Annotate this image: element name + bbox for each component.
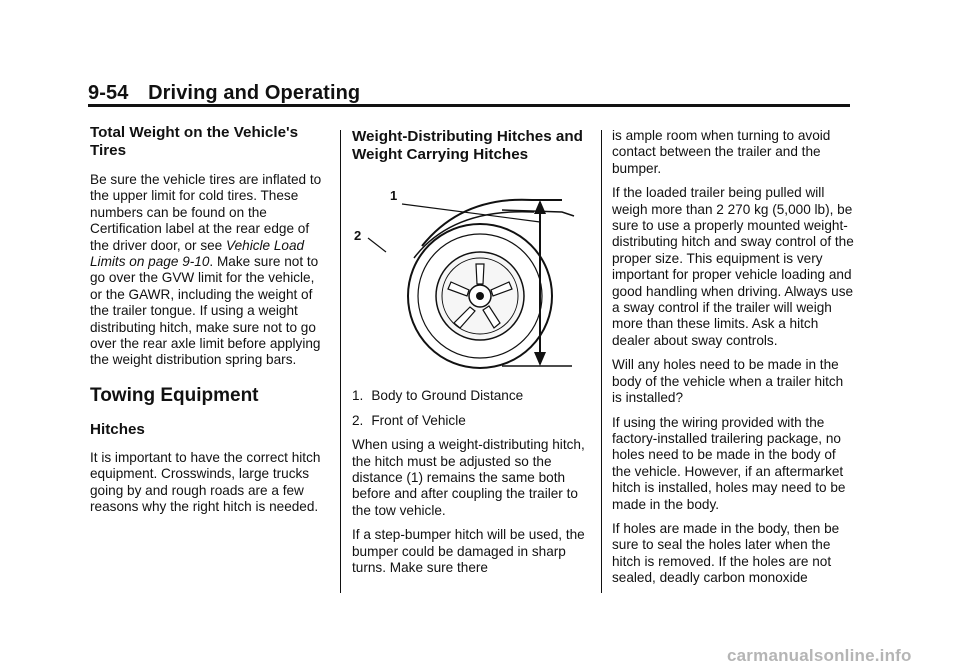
- step-bumper-paragraph: If a step-bumper hitch will be used, the bumper could be damaged in sharp turns. Make sure there: [352, 527, 585, 576]
- total-weight-paragraph: [90, 172, 330, 369]
- page-number: 9-54: [88, 82, 129, 104]
- figure-captions: [352, 388, 592, 429]
- hub-center: [476, 292, 484, 300]
- holes-question-paragraph: Will any holes need to be made in the body of the vehicle when a trailer hitch is installed?: [612, 357, 844, 406]
- callout-2-leader: [368, 238, 386, 252]
- vehicle-load-limits-reference: Vehicle Load Limits on page 9-10: [90, 237, 305, 270]
- column-2: [352, 128, 592, 584]
- column-3: [612, 128, 854, 595]
- header-rule: [88, 104, 850, 107]
- weight-distributing-paragraph: When using a weight-distributing hitch, the hitch must be adjusted so the distance (1) remains the same both before and after coupling the trailer to the tow vehicle.: [352, 437, 585, 518]
- caption-number: 1.: [352, 388, 364, 404]
- weight-distributing-heading: Weight-Distributing Hitches and Weight Carrying Hitches: [352, 128, 583, 163]
- hitches-paragraph: It is important to have the correct hitch equipment. Crosswinds, large trucks going by and rough roads are a few reasons why the right hitch is needed.: [90, 449, 321, 515]
- callout-1-label: 1: [390, 188, 398, 203]
- seal-holes-paragraph: If holes are made in the body, then be sure to seal the holes later when the hitch is removed. If the holes are not sealed, deadly carbon monoxide: [612, 520, 840, 586]
- caption-item: [352, 413, 592, 429]
- caption-text: Body to Ground Distance: [371, 388, 524, 404]
- distance-arrow-bottom: [534, 352, 546, 366]
- total-weight-heading: Total Weight on the Vehicle's Tires: [90, 124, 299, 159]
- column-divider-1: [340, 130, 341, 593]
- column-divider-2: [601, 130, 602, 593]
- caption-text: Front of Vehicle: [371, 412, 466, 428]
- towing-equipment-heading: Towing Equipment: [90, 384, 259, 406]
- callout-2-label: 2: [354, 228, 362, 243]
- page-header: [88, 82, 360, 105]
- chapter-title: Driving and Operating: [148, 82, 361, 104]
- text: . Make sure not to go over the GVW limit for the vehicle, or the GAWR, including the weight of the trailer tongue. If using a weight distributing hitch, make sure not to go over the rear axle limit before applying the weight distribution spring bars.: [90, 254, 321, 368]
- ample-room-paragraph: is ample room when turning to avoid contact between the trailer and the bumper.: [612, 128, 831, 176]
- text: Be sure the vehicle tires are inflated to the upper limit for cold tires. These numbers can be found on the Certification label at the rear edge of the driver door, or see: [90, 172, 322, 253]
- trailer-weight-paragraph: If the loaded trailer being pulled will weigh more than 2 270 kg (5,000 lb), be sure to use a properly mounted weight-distributing hitch and sway control of the proper size. This equipment is very important for proper vehicle loading and good handling when driving. Always use a sway control if the trailer will weigh more than these limits. Ask a hitch dealer about sway controls.: [612, 185, 854, 348]
- watermark: carmanualsonline.info: [727, 646, 912, 665]
- tire-body-to-ground-illustration: [352, 186, 582, 370]
- distance-arrow-top: [534, 200, 546, 214]
- column-1: [90, 124, 330, 524]
- caption-number: 2.: [352, 412, 364, 428]
- hitches-heading: Hitches: [90, 420, 145, 438]
- wiring-paragraph: If using the wiring provided with the factory-installed trailering package, no holes need to be made in the body of the vehicle. However, if an aftermarket hitch is installed, holes may need to be made in the body.: [612, 414, 846, 512]
- caption-item: [352, 388, 592, 404]
